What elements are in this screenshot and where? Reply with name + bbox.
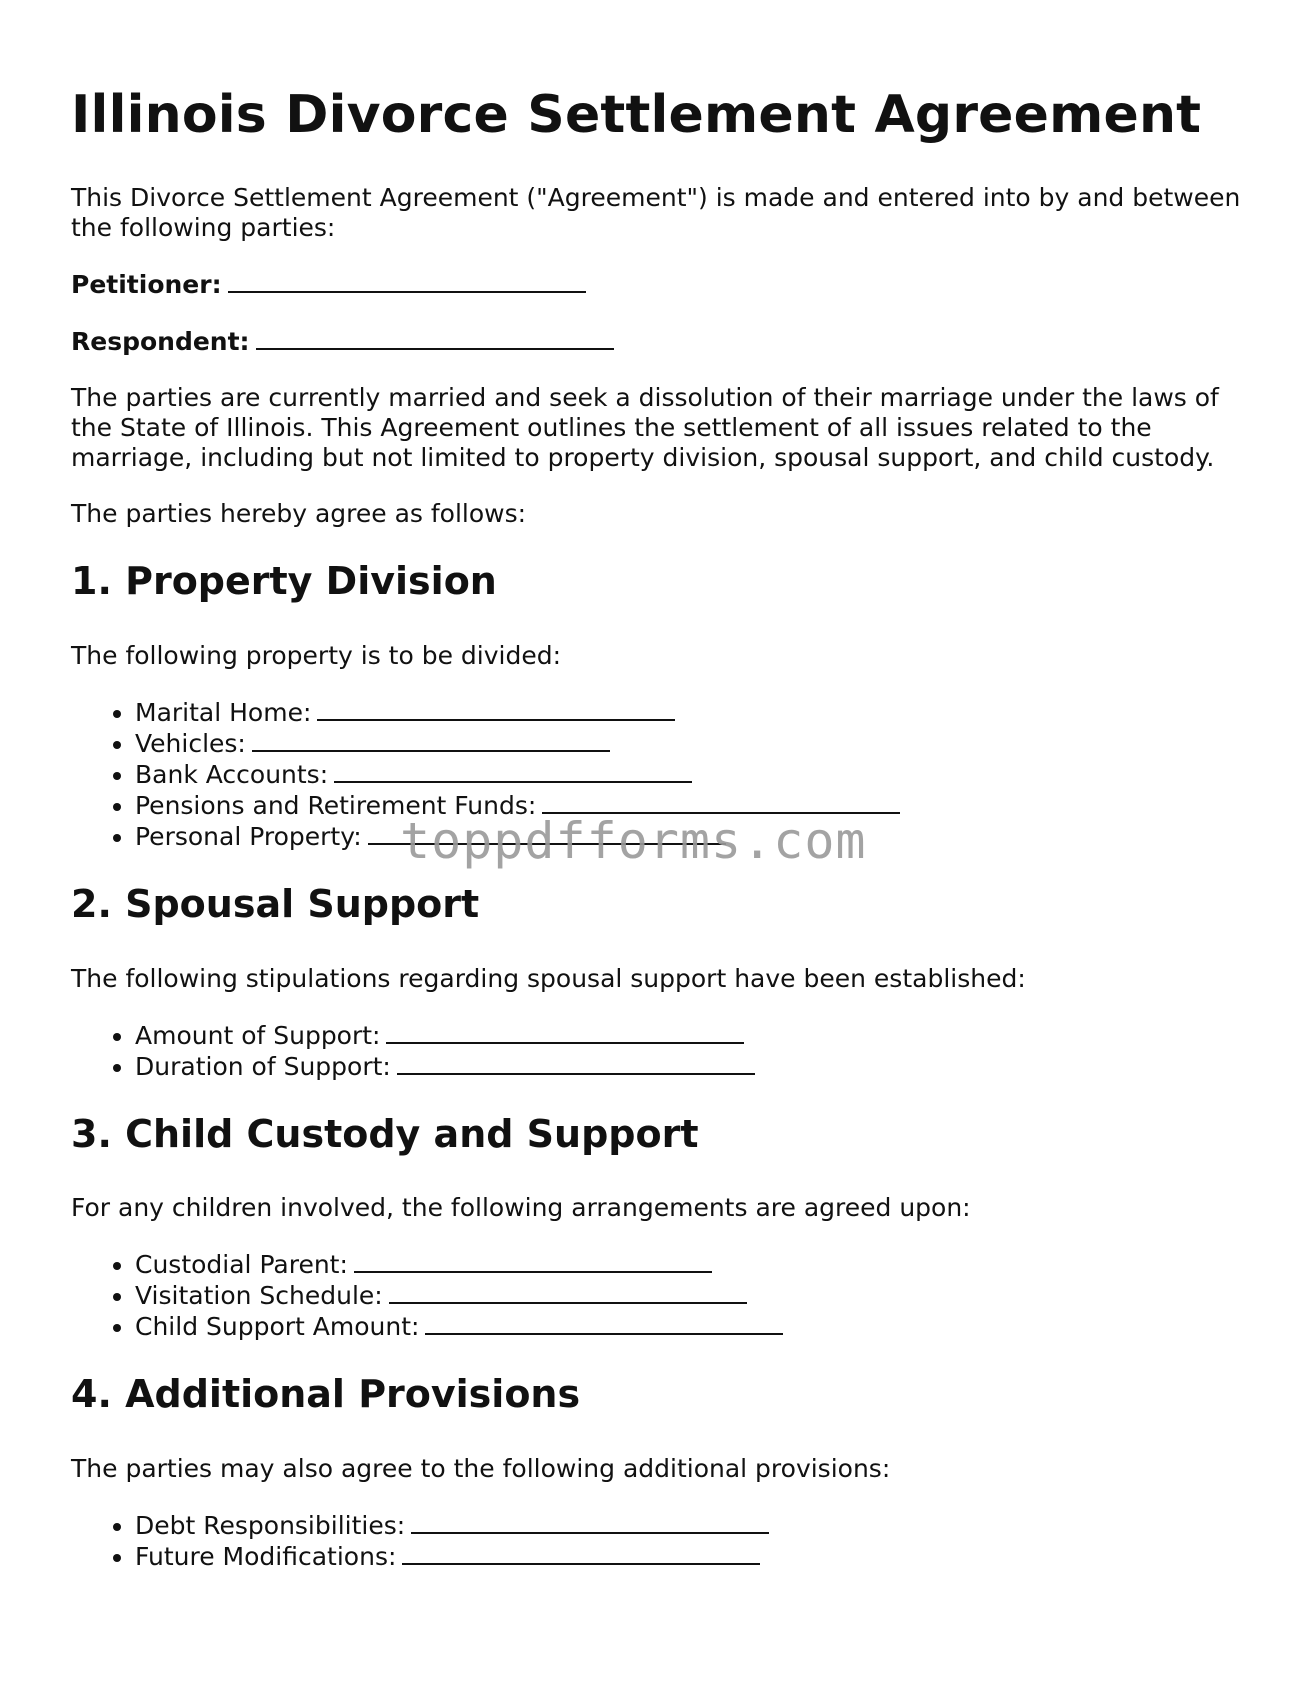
list-item — [135, 1541, 1241, 1572]
item-label: Bank Accounts: — [135, 759, 329, 789]
item-blank — [317, 697, 675, 721]
list-item — [135, 1280, 1241, 1311]
respondent-line — [71, 326, 1241, 357]
item-label: Child Support Amount: — [135, 1312, 420, 1342]
item-blank — [389, 1280, 747, 1304]
item-blank — [542, 790, 900, 814]
watermark-text: toppdfforms.com — [400, 812, 867, 870]
list-item — [135, 1249, 1241, 1280]
item-label: Visitation Schedule: — [135, 1281, 383, 1311]
list-item — [135, 728, 1241, 759]
section-lead-child-custody: For any children involved, the following arrangements are agreed upon: — [71, 1193, 971, 1223]
list-item — [135, 1020, 1241, 1051]
section-lead-property: The following property is to be divided: — [71, 640, 562, 670]
intro-paragraph: This Divorce Settlement Agreement ("Agreement") is made and entered into by and between the following parties: — [71, 183, 1241, 243]
respondent-blank — [256, 326, 614, 350]
list-item — [135, 697, 1241, 728]
spousal-support-list — [71, 1020, 1241, 1082]
item-blank — [252, 728, 610, 752]
petitioner-label: Petitioner: — [71, 270, 222, 300]
item-blank — [411, 1510, 769, 1534]
child-custody-list — [71, 1249, 1241, 1342]
section-heading-child-custody: 3. Child Custody and Support — [71, 1111, 699, 1156]
section-heading-spousal-support: 2. Spousal Support — [71, 881, 480, 926]
item-label: Amount of Support: — [135, 1020, 381, 1050]
list-item — [135, 759, 1241, 790]
item-label: Pensions and Retirement Funds: — [135, 790, 537, 820]
item-blank — [397, 1051, 755, 1075]
item-label: Vehicles: — [135, 728, 246, 758]
additional-provisions-list — [71, 1510, 1241, 1572]
item-blank — [334, 759, 692, 783]
item-label: Custodial Parent: — [135, 1250, 348, 1280]
item-blank — [425, 1311, 783, 1335]
section-heading-property: 1. Property Division — [71, 559, 497, 604]
recital-paragraph: The parties are currently married and seek a dissolution of their marriage under the laws of the State of Illinois. This Agreement outlines the settlement of all issues related to the marriage, including but not limited to property division, spousal support, and child custody. — [71, 383, 1219, 473]
item-label: Duration of Support: — [135, 1051, 391, 1081]
item-blank — [354, 1249, 712, 1273]
petitioner-blank — [228, 269, 586, 293]
item-label: Personal Property: — [135, 821, 362, 851]
document-title: Illinois Divorce Settlement Agreement — [71, 85, 1202, 145]
item-label: Marital Home: — [135, 697, 312, 727]
respondent-label: Respondent: — [71, 327, 250, 357]
list-item — [135, 1311, 1241, 1342]
item-blank — [402, 1541, 760, 1565]
agree-paragraph: The parties hereby agree as follows: — [71, 499, 527, 529]
section-lead-spousal-support: The following stipulations regarding spousal support have been established: — [71, 963, 1026, 993]
item-blank — [386, 1020, 744, 1044]
item-label: Debt Responsibilities: — [135, 1510, 406, 1540]
item-label: Future Modifications: — [135, 1541, 397, 1571]
petitioner-line — [71, 269, 1241, 300]
section-lead-additional-provisions: The parties may also agree to the following additional provisions: — [71, 1453, 891, 1483]
list-item — [135, 1051, 1241, 1082]
section-heading-additional-provisions: 4. Additional Provisions — [71, 1372, 581, 1417]
list-item — [135, 1510, 1241, 1541]
